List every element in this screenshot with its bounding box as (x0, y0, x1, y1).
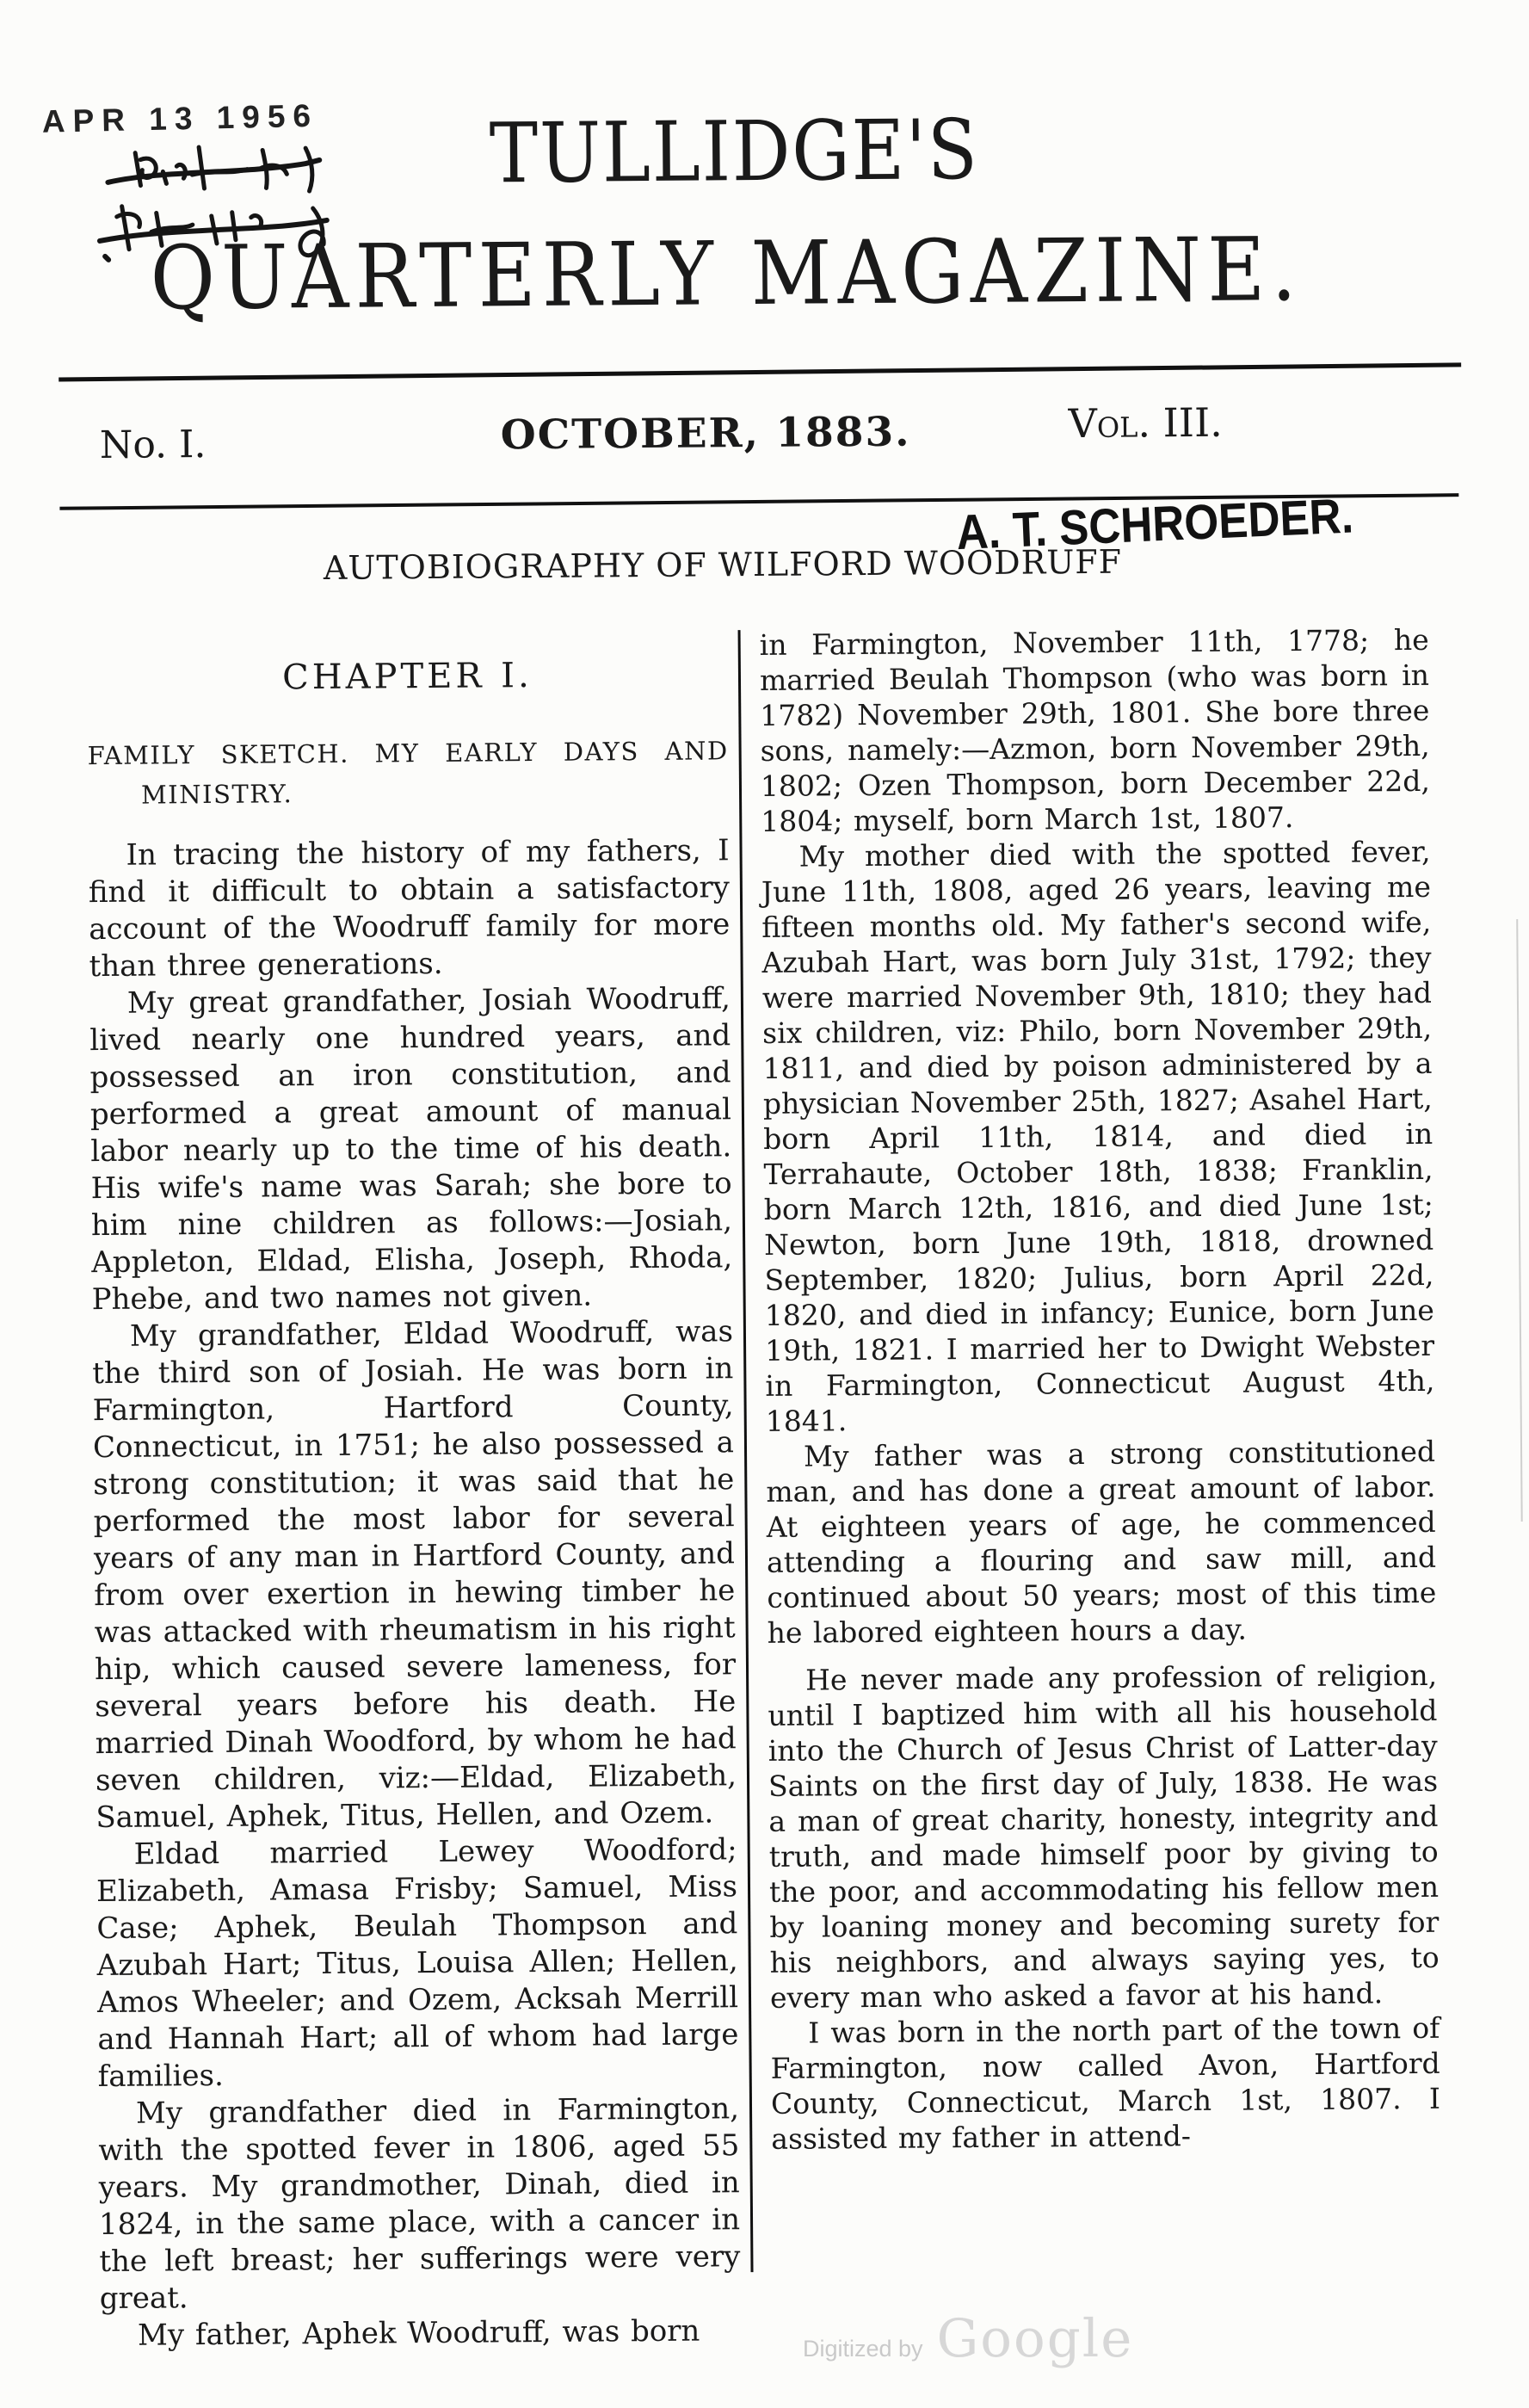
right-column (759, 619, 1440, 2157)
body-paragraph: Eldad married Lewey Woodford; Elizabeth, Amasa Frisby; Samuel, Miss Case; Aphek, Beulah Thompson and Azubah Hart; Titus, Louisa Allen; Hellen, Amos Wheeler; and Ozem, Acksah Merrill and Hannah Hart; all of whom had large families. (96, 1832, 739, 2095)
section-subheading (87, 731, 729, 815)
library-date-stamp: APR 13 1956 (41, 97, 319, 139)
watermark-prefix-text: Digitized by (803, 2336, 923, 2362)
body-paragraph: I was born in the north part of the town of Farmington, now called Avon, Hartford County, Connecticut, March 1st, 1807. I assisted my father in attend- (770, 2010, 1441, 2156)
body-paragraph: In tracing the history of my fathers, I find it difficult to obtain a satisfactory account of the Woodruff family for more than three generations. (88, 833, 731, 985)
body-paragraph: My father was a strong constitutioned man, and has done a great amount of labor. At eighteen years of age, he commenced attending a flouring and saw mill, and continued about 50 years; most of this time he labored eighteen hours a day. (766, 1434, 1437, 1650)
body-paragraph: My mother died with the spotted fever, June 11th, 1808, aged 26 years, leaving me fifteen months old. My father's second wife, Azubah Hart, was born July 31st, 1792; they were married November 9th, 1810; they had six children, viz: Philo, born November 29th, 1811, and died by poison administered by a physician November 25th, 1827; Asahel Hart, born April 11th, 1814, and died in Terrahaute, October 18th, 1838; Franklin, born March 12th, 1816, and died June 1st; Newton, born June 19th, 1818, drowned September, 1820; Julius, born April 22d, 1820, and died in infancy; Eunice, born June 19th, 1821. I married her to Dwight Webster in Farmington, Connecticut August 4th, 1841. (761, 834, 1435, 1438)
volume-number: Vol. III. (1068, 398, 1223, 448)
article-title: AUTOBIOGRAPHY OF WILFORD WOODRUFF (323, 542, 1123, 587)
masthead-rule (59, 362, 1461, 381)
body-paragraph: My grandfather died in Farmington, with the spotted fever in 1806, aged 55 years. My grandmother, Dinah, died in 1824, in the same place, with a cancer in the left breast; her sufferings were very great. (98, 2091, 741, 2317)
owner-name-stamp: A. T. SCHROEDER. (955, 488, 1355, 561)
google-watermark-text: Google (936, 2308, 1134, 2369)
section-subheading-line2: MINISTRY. (140, 779, 293, 810)
body-paragraph: My great grandfather, Josiah Woodruff, lived nearly one hundred years, and possessed an iron constitution, and performed a great amount of manual labor nearly up to the time of his death. His wife's name was Sarah; she bore to him nine children as follows:—Josiah, Appleton, Eldad, Elisha, Joseph, Rhoda, Phebe, and two names not given. (89, 981, 733, 1318)
issue-date: OCTOBER, 1883. (500, 408, 911, 460)
chapter-heading: CHAPTER I. (282, 656, 533, 698)
body-paragraph: in Farmington, November 11th, 1778; he married Beulah Thompson (who was born in 1782) November 29th, 1801. She bore three sons, namely:—Azmon, born November 29th, 1802; Ozen Thompson, born December 22d, 1804; myself, born March 1st, 1807. (759, 622, 1431, 838)
scan-edge-artifact (1516, 919, 1522, 1522)
masthead-title-line2: QUARTERLY MAGAZINE. (150, 218, 1304, 330)
body-paragraph: He never made any profession of religion, until I baptized him with all his household into the Church of Jesus Christ of Latter-day Saints on the first day of July, 1838. He was a man of great charity, honesty, integrity and truth, and made himself poor by giving to the poor, and accommodating his fellow men by loaning money and becoming surety for his neighbors, and always saying yes, to every man who asked a favor at his hand. (768, 1658, 1440, 2015)
two-column-body (87, 619, 1447, 2355)
issue-number: No. I. (99, 423, 207, 467)
body-paragraph: My grandfather, Eldad Woodruff, was the third son of Josiah. He was born in Farmington, Hartford County, Connecticut, in 1751; he also possessed a strong constitution; it was said that he performed the most labor for several years of any man in Hartford County, and from over exertion in hewing timber he was attacked with rheumatism in his right hip, which caused severe lameness, for several years before his death. He married Dinah Woodford, by whom he had seven children, viz:—Eldad, Elizabeth, Samuel, Aphek, Titus, Hellen, and Ozem. (92, 1314, 737, 1836)
left-column-text (88, 832, 741, 2355)
column-divider-rule (738, 630, 754, 2272)
digitization-watermark (803, 2308, 1133, 2369)
left-column (87, 624, 742, 2355)
section-subheading-line1: FAMILY SKETCH. MY EARLY DAYS AND (87, 736, 729, 771)
masthead-title-line1: TULLIDGE'S (489, 101, 979, 202)
body-paragraph: My father, Aphek Woodruff, was born (137, 2313, 700, 2353)
